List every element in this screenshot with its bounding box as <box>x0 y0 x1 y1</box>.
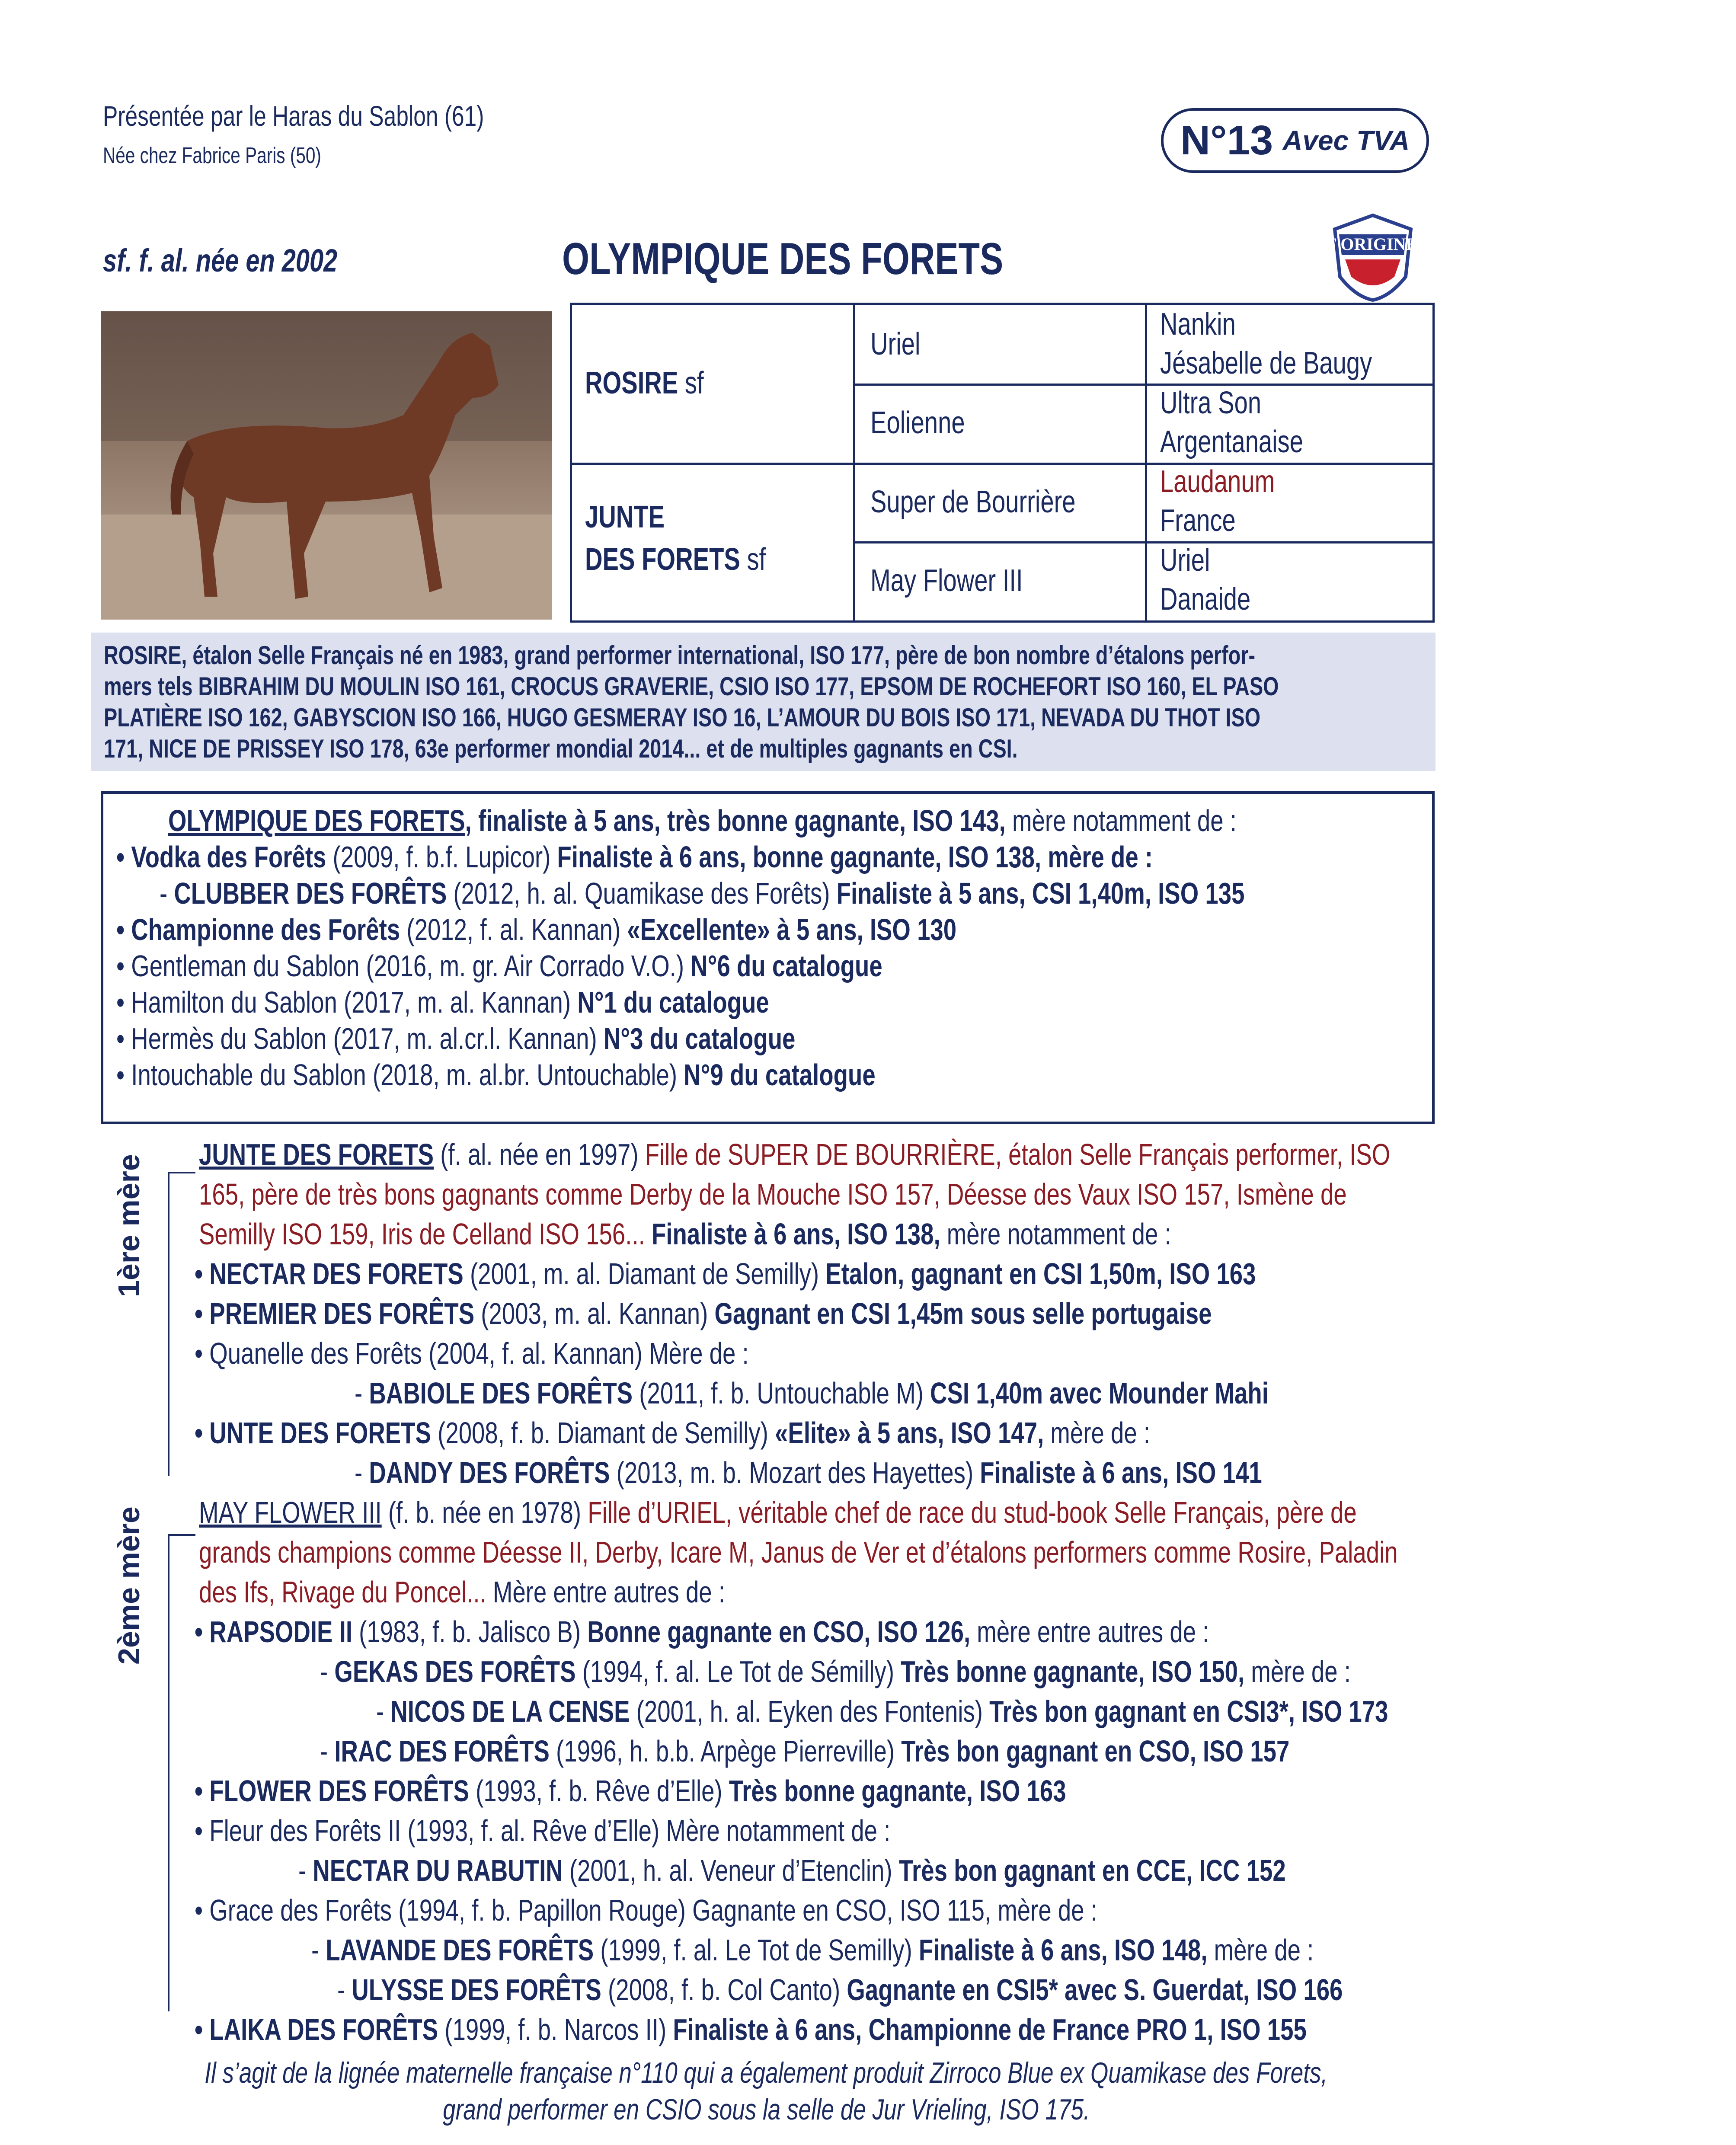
progeny-item: • Championne des Forêts (2012, f. al. Kannan) «Excellente» à 5 ans, ISO 130 <box>116 913 957 946</box>
sire-note-line: mers tels BIBRAHIM DU MOULIN ISO 161, CROCUS GRAVERIE, CSIO ISO 177, EPSOM DE ROCHEFORT ISO 160, EL PASO <box>104 672 1279 701</box>
horse-description: sf. f. al. née en 2002 <box>103 243 338 278</box>
sire-name: ROSIRE sf <box>585 366 704 400</box>
second-dam-line: grands champions comme Déesse II, Derby, Icare M, Janus de Ver et d’étalons performers comme Rosire, Paladin <box>199 1535 1398 1569</box>
second-dam-bracket <box>168 1534 195 2011</box>
logo-letters: SF ORIGINEL <box>1317 234 1429 254</box>
second-dam-label: 2ème mère <box>112 1506 146 1665</box>
first-dam-item: • NECTAR DES FORETS (2001, m. al. Diamant de Semilly) Etalon, gagnant en CSI 1,50m, ISO 163 <box>195 1257 1256 1291</box>
second-dam-item: - LAVANDE DES FORÊTS (1999, f. al. Le Tot de Semilly) Finaliste à 6 ans, ISO 148, mère de : <box>311 1933 1314 1967</box>
second-dam-line: des Ifs, Rivage du Poncel... Mère entre autres de : <box>199 1575 726 1609</box>
sire-note-line: PLATIÈRE ISO 162, GABYSCION ISO 166, HUGO GESMERAY ISO 16, L’AMOUR DU BOIS ISO 171, NEVADA DU THOT ISO <box>104 703 1261 732</box>
sire-note <box>91 633 1435 771</box>
second-dam-line: MAY FLOWER III (f. b. née en 1978) Fille d’URIEL, véritable chef de race du stud-book Selle Français, père de <box>199 1496 1357 1529</box>
gen3-1: Nankin <box>1160 307 1236 342</box>
second-dam-item: • FLOWER DES FORÊTS (1993, f. b. Rêve d’Elle) Très bonne gagnante, ISO 163 <box>195 1774 1066 1808</box>
horse-photo <box>101 311 552 620</box>
second-dam-item: • Fleur des Forêts II (1993, f. al. Rêve d’Elle) Mère notamment de : <box>195 1814 891 1848</box>
dam-name: JUNTE <box>585 500 665 534</box>
dam-name-line2: DES FORETS sf <box>585 542 766 577</box>
progeny-item: - CLUBBER DES FORÊTS (2012, h. al. Quamikase des Forêts) Finaliste à 5 ans, CSI 1,40m, ISO 135 <box>160 876 1245 910</box>
second-dam-item: • RAPSODIE II (1983, f. b. Jalisco B) Bonne gagnante en CSO, ISO 126, mère entre autres de : <box>195 1615 1209 1649</box>
gen2-sire-sire: Uriel <box>870 327 921 361</box>
first-dam-item: - BABIOLE DES FORÊTS (2011, f. b. Untouchable M) CSI 1,40m avec Mounder Mahi <box>355 1376 1269 1410</box>
gen2-dam-sire: Super de Bourrière <box>870 485 1076 519</box>
gen3-4: Argentanaise <box>1160 425 1303 459</box>
pedigree-divider <box>853 541 1432 543</box>
footer-line: grand performer en CSIO sous la selle de Jur Vrieling, ISO 175. <box>442 2093 1090 2126</box>
second-dam-item: - NICOS DE LA CENSE (2001, h. al. Eyken des Fontenis) Très bon gagnant en CSI3*, ISO 173 <box>376 1694 1388 1728</box>
first-dam-line: 165, père de très bons gagnants comme Derby de la Mouche ISO 157, Déesse des Vaux ISO 157, Ismène de <box>199 1177 1347 1211</box>
first-dam-line: Semilly ISO 159, Iris de Celland ISO 156... Finaliste à 6 ans, ISO 138, mère notamment de : <box>199 1217 1171 1251</box>
progeny-item: • Gentleman du Sablon (2016, m. gr. Air Corrado V.O.) N°6 du catalogue <box>116 949 882 983</box>
horse-silhouette-icon <box>101 311 552 620</box>
footer-line: Il s’agit de la lignée maternelle française n°110 qui a également produit Zirroco Blue ex Quamikase des Forets, <box>205 2056 1328 2089</box>
pedigree-divider <box>853 384 1432 386</box>
gen3-5: Laudanum <box>1160 464 1275 499</box>
pedigree-table <box>570 303 1435 623</box>
presented-by: Présentée par le Haras du Sablon (61) <box>103 100 484 132</box>
first-dam-item: - DANDY DES FORÊTS (2013, m. b. Mozart des Hayettes) Finaliste à 6 ans, ISO 141 <box>355 1456 1262 1490</box>
progeny-item: • Hermès du Sablon (2017, m. al.cr.l. Kannan) N°3 du catalogue <box>116 1022 796 1055</box>
gen2-dam-dam: May Flower III <box>870 563 1023 598</box>
lot-badge <box>1161 108 1429 173</box>
sire-note-line: ROSIRE, étalon Selle Français né en 1983, grand performer international, ISO 177, père de bon nombre d’étalons perfor- <box>104 641 1256 670</box>
progeny-intro: OLYMPIQUE DES FORETS, finaliste à 5 ans, très bonne gagnante, ISO 143, mère notamment de : <box>168 804 1237 838</box>
gen3-3: Ultra Son <box>1160 386 1262 420</box>
second-dam-item: - ULYSSE DES FORÊTS (2008, f. b. Col Canto) Gagnante en CSI5* avec S. Guerdat, ISO 166 <box>337 1973 1343 2007</box>
first-dam-label: 1ère mère <box>112 1154 146 1297</box>
second-dam-item: - IRAC DES FORÊTS (1996, h. b.b. Arpège Pierreville) Très bon gagnant en CSO, ISO 157 <box>320 1734 1290 1768</box>
first-dam-item: • Quanelle des Forêts (2004, f. al. Kannan) Mère de : <box>195 1336 749 1370</box>
second-dam-item: • LAIKA DES FORÊTS (1999, f. b. Narcos II) Finaliste à 6 ans, Championne de France PRO 1, ISO 155 <box>195 2013 1307 2046</box>
first-dam-line: JUNTE DES FORETS (f. al. née en 1997) Fille de SUPER DE BOURRIÈRE, étalon Selle Français performer, ISO <box>199 1138 1391 1171</box>
first-dam-item: • UNTE DES FORETS (2008, f. b. Diamant de Semilly) «Elite» à 5 ans, ISO 147, mère de : <box>195 1416 1151 1450</box>
sf-originel-logo <box>1317 212 1429 303</box>
born-at: Née chez Fabrice Paris (50) <box>103 143 321 168</box>
gen3-8: Danaide <box>1160 582 1251 617</box>
gen3-6: France <box>1160 503 1236 538</box>
sire-note-line: 171, NICE DE PRISSEY ISO 178, 63e performer mondial 2014... et de multiples gagnants en CSI. <box>104 734 1018 763</box>
first-dam-item: • PREMIER DES FORÊTS (2003, m. al. Kannan) Gagnant en CSI 1,45m sous selle portugaise <box>195 1297 1212 1330</box>
first-dam-bracket <box>168 1172 195 1476</box>
horse-name: OLYMPIQUE DES FORETS <box>562 234 1004 284</box>
second-dam-item: • Grace des Forêts (1994, f. b. Papillon Rouge) Gagnante en CSO, ISO 115, mère de : <box>195 1893 1097 1927</box>
progeny-box <box>101 791 1435 1124</box>
lot-number: N°13 <box>1180 117 1273 163</box>
gen3-7: Uriel <box>1160 543 1210 578</box>
second-dam-item: - NECTAR DU RABUTIN (2001, h. al. Veneur d’Etenclin) Très bon gagnant en CCE, ICC 152 <box>298 1854 1286 1887</box>
gen3-2: Jésabelle de Baugy <box>1160 346 1372 380</box>
second-dam-item: - GEKAS DES FORÊTS (1994, f. al. Le Tot de Sémilly) Très bonne gagnante, ISO 150, mère de : <box>320 1655 1351 1688</box>
gen2-sire-dam: Eolienne <box>870 406 965 440</box>
progeny-item: • Intouchable du Sablon (2018, m. al.br. Untouchable) N°9 du catalogue <box>116 1058 876 1092</box>
progeny-item: • Hamilton du Sablon (2017, m. al. Kannan) N°1 du catalogue <box>116 985 769 1019</box>
progeny-item: • Vodka des Forêts (2009, f. b.f. Lupicor) Finaliste à 6 ans, bonne gagnante, ISO 138, mère de : <box>116 840 1153 874</box>
lot-tax: Avec TVA <box>1282 125 1410 156</box>
